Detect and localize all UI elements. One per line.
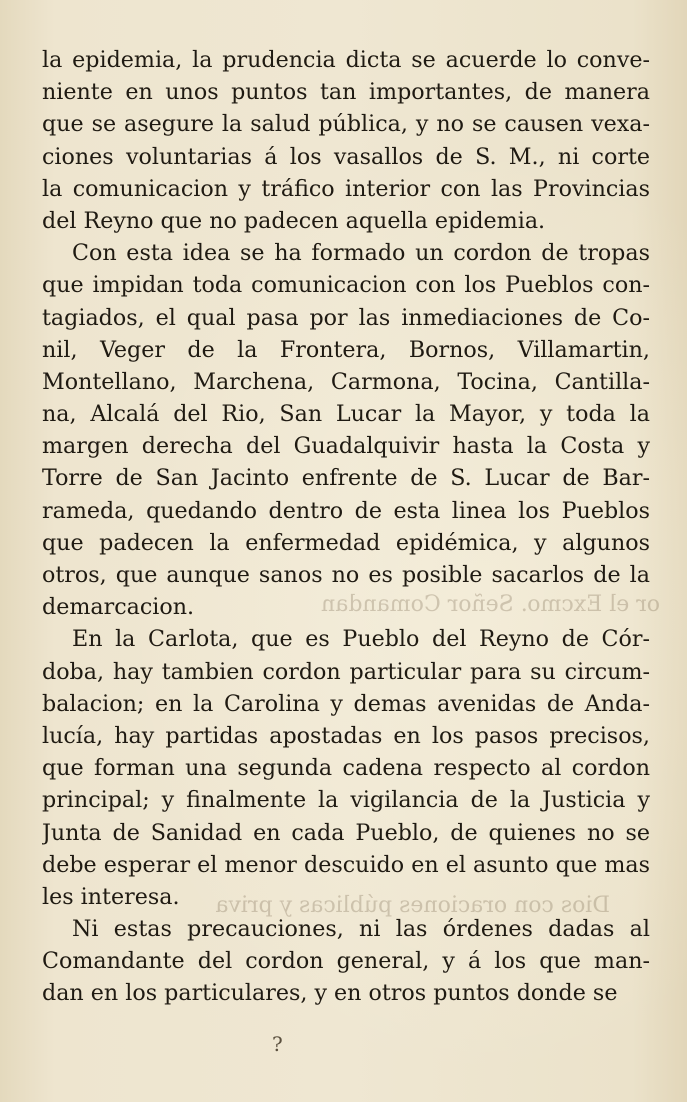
paragraph-4 xyxy=(42,913,650,1010)
text-line: Torre de San Jacinto enfrente de S. Lucar de Bar- xyxy=(42,465,650,492)
bleed-through-text-bottom: Dios con oraciones públicas y priva xyxy=(215,893,610,918)
text-line: Junta de Sanidad en cada Pueblo, de quienes no se xyxy=(42,819,650,846)
text-line: lucía, hay partidas apostadas en los pasos precisos, xyxy=(42,722,650,749)
text-line: otros, que aunque sanos no es posible sacarlos de la xyxy=(42,562,650,588)
text-line: que impidan toda comunicacion con los Pueblos con- xyxy=(42,272,650,299)
text-line: Ni estas precauciones, ni las órdenes dadas al xyxy=(72,916,650,943)
text-line: Montellano, Marchena, Carmona, Tocina, Cantilla- xyxy=(42,368,650,395)
text-line: Con esta idea se ha formado un cordon de tropas xyxy=(72,240,650,267)
text-line: Comandante del cordon general, y á los que man- xyxy=(42,948,650,975)
text-line: del Reyno que no padecen aquella epidemia. xyxy=(42,207,546,234)
page-text xyxy=(42,44,650,1010)
text-line: que padecen la enfermedad epidémica, y algunos xyxy=(42,529,650,556)
text-line: la comunicacion y tráfico interior con las Provincias xyxy=(42,175,650,202)
text-line: demarcacion. xyxy=(42,594,195,621)
bleed-through-text-top: or el Excmo. Señor Comandan xyxy=(321,592,660,617)
text-line: principal; y finalmente la vigilancia de la Justicia y xyxy=(42,787,650,814)
text-line: ciones voluntarias á los vasallos de S. M., ni corte xyxy=(42,143,650,170)
text-line: doba, hay tambien cordon particular para su circum- xyxy=(42,658,650,685)
text-line: niente en unos puntos tan importantes, de manera xyxy=(42,79,650,106)
text-line: dan en los particulares, y en otros puntos donde se xyxy=(42,980,618,1007)
folio-mark: ? xyxy=(272,1032,283,1056)
text-line: que forman una segunda cadena respecto al cordon xyxy=(42,755,650,782)
text-line: les interesa. xyxy=(42,883,180,910)
text-line: na, Alcalá del Rio, San Lucar la Mayor, y toda la xyxy=(42,401,650,428)
text-line: margen derecha del Guadalquivir hasta la Costa y xyxy=(42,433,650,460)
paragraph-1 xyxy=(42,44,650,237)
text-line: rameda, quedando dentro de esta linea los Pueblos xyxy=(42,497,650,524)
paragraph-3 xyxy=(42,623,650,913)
text-line: En la Carlota, que es Pueblo del Reyno de Cór- xyxy=(72,626,650,653)
text-line: nil, Veger de la Frontera, Bornos, Villamartin, xyxy=(42,336,650,363)
text-line: debe esperar el menor descuido en el asunto que mas xyxy=(42,851,650,878)
text-line: balacion; en la Carolina y demas avenidas de Anda- xyxy=(42,690,650,717)
text-line: la epidemia, la prudencia dicta se acuerde lo conve- xyxy=(42,47,650,73)
text-line: que se asegure la salud pública, y no se causen vexa- xyxy=(42,111,650,138)
text-line: tagiados, el qual pasa por las inmediaciones de Co- xyxy=(42,304,650,331)
paragraph-2 xyxy=(42,237,650,623)
